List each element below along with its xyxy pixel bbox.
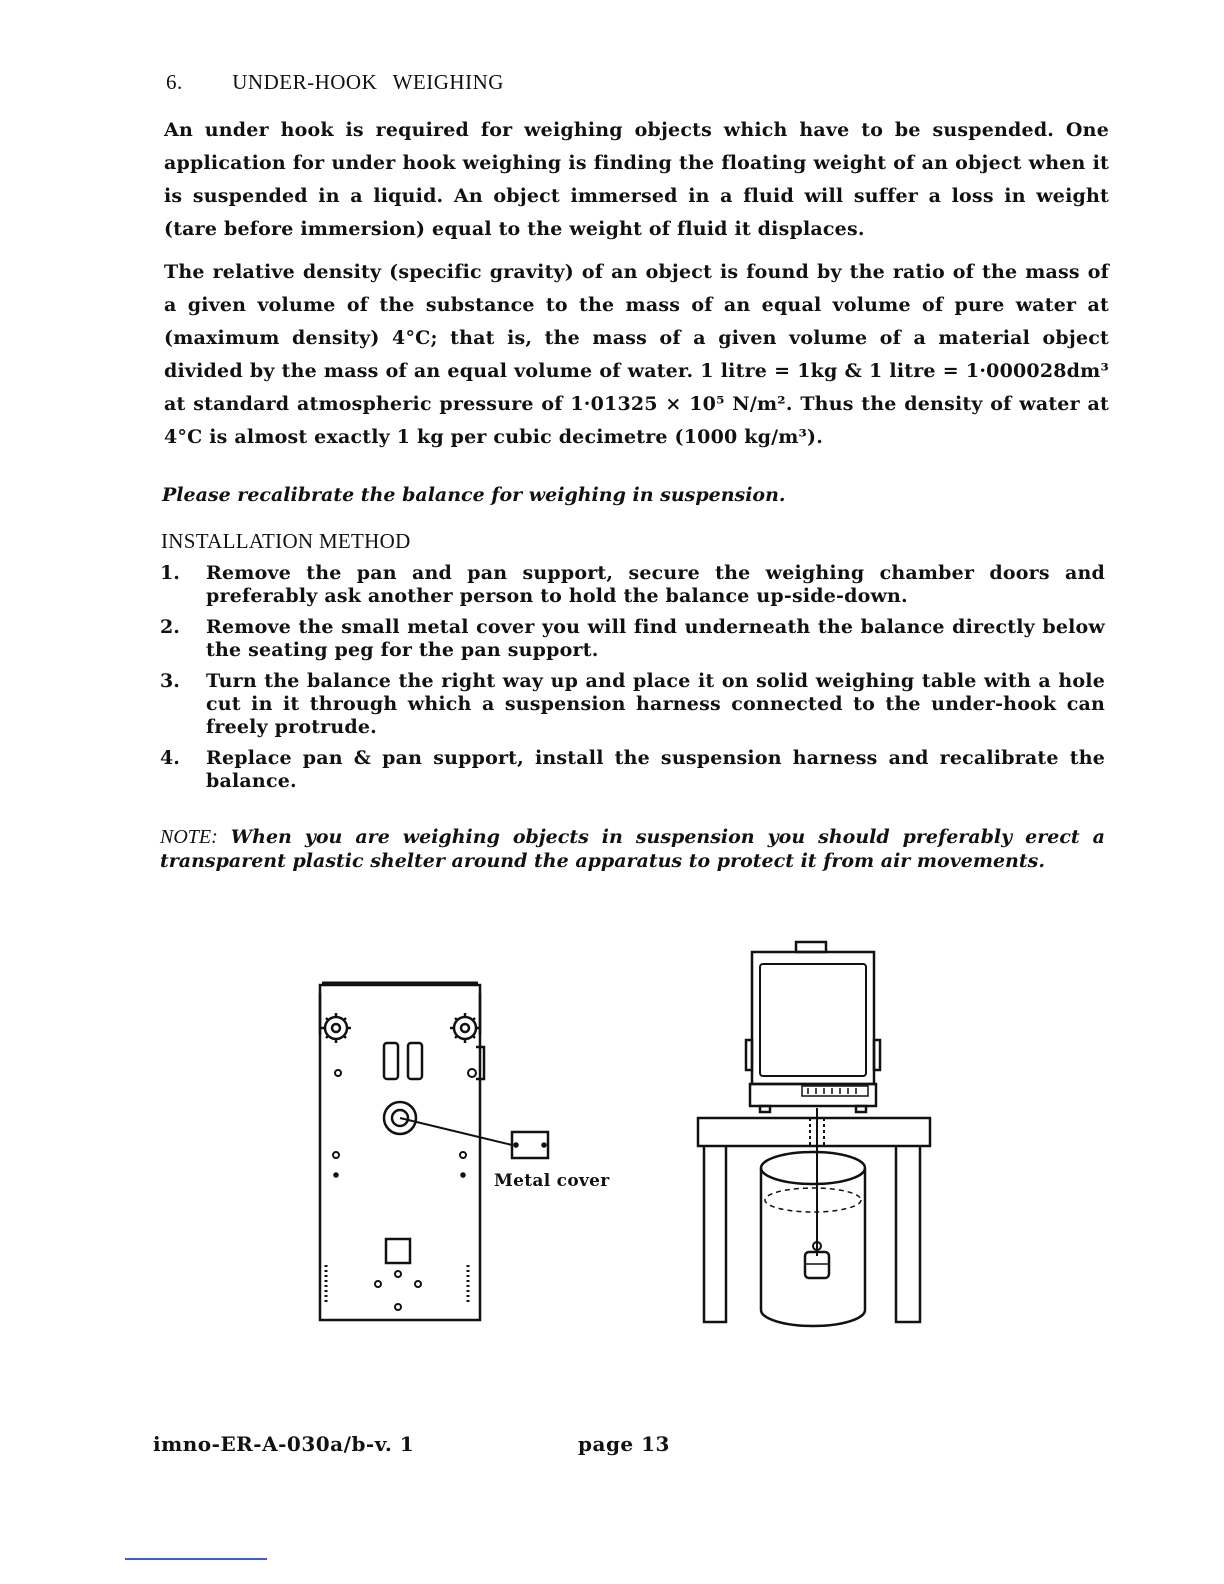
table-leg-left [704,1146,726,1322]
balance-chamber [752,952,874,1084]
paragraph-intro: An under hook is required for weighing objects which have to be suspended. One application for under hook weighing is finding the floating weight of an object when it is suspended in a liquid. An object immersed in a fluid will suffer a loss in weight (tare before immersion) equal to the weight of fluid it displaces. [164,119,1109,240]
step-text: Replace pan & pan support, install the suspension harness and recalibrate the balance. [206,747,1105,792]
beaker-rim [761,1152,865,1184]
balance-display [802,1086,868,1096]
liquid-surface [765,1188,861,1212]
step-text: Remove the pan and pan support, secure the weighing chamber doors and preferably ask another person to hold the balance up-side-down. [206,562,1105,607]
square-plate [386,1239,410,1263]
step-number: 4. [160,747,180,769]
step-number: 3. [160,670,180,692]
step-number: 2. [160,616,180,638]
step-item [160,747,1105,793]
page-number: page 13 [578,1432,670,1456]
weighing-table [698,1118,930,1146]
step-item [160,562,1105,608]
section-heading [166,70,504,95]
footer-divider [125,1558,267,1560]
note-label: NOTE: [160,826,218,848]
suspension-setup-diagram [690,938,940,1333]
step-number: 1. [160,562,180,584]
step-item [160,616,1105,662]
section-number: 6. [166,70,183,94]
slot-left [384,1043,398,1079]
step-item [160,670,1105,739]
paragraph-density: The relative density (specific gravity) of an object is found by the ratio of the mass of a given volume of the substance to the mass of an equal volume of pure water at (maximum density) 4°C; that is, the mass of a given volume of a material object divided by the mass of an equal volume of water. 1 litre = 1kg & 1 litre = 1·000028dm³ at standard atmospheric pressure of 1·01325 × 10⁵ N/m². Thus the density of water at 4°C is almost exactly 1 kg per cubic decimetre (1000 kg/m³). [164,261,1109,448]
balance-handle [796,942,826,952]
section-title: UNDER-HOOK WEIGHING [232,70,504,94]
step-text: Remove the small metal cover you will find underneath the balance directly below the seating peg for the pan support. [206,616,1105,661]
document-id: imno-ER-A-030a/b-v. 1 [153,1432,415,1456]
table-leg-right [896,1146,920,1322]
note-paragraph [160,825,1105,873]
recalibrate-note: Please recalibrate the balance for weighing in suspension. [162,484,786,506]
slot-right [408,1043,422,1079]
balance-underside-diagram [300,975,630,1335]
note-text: When you are weighing objects in suspension you should preferably erect a transparent plastic shelter around the apparatus to protect it from air movements. [160,826,1105,872]
installation-heading: INSTALLATION METHOD [161,529,411,553]
step-text: Turn the balance the right way up and place it on solid weighing table with a hole cut in it through which a suspension harness connected to the under-hook can freely protrude. [206,670,1105,738]
balance-base [750,1084,876,1106]
metal-cover-label: Metal cover [494,1171,610,1191]
installation-steps [160,562,1105,801]
